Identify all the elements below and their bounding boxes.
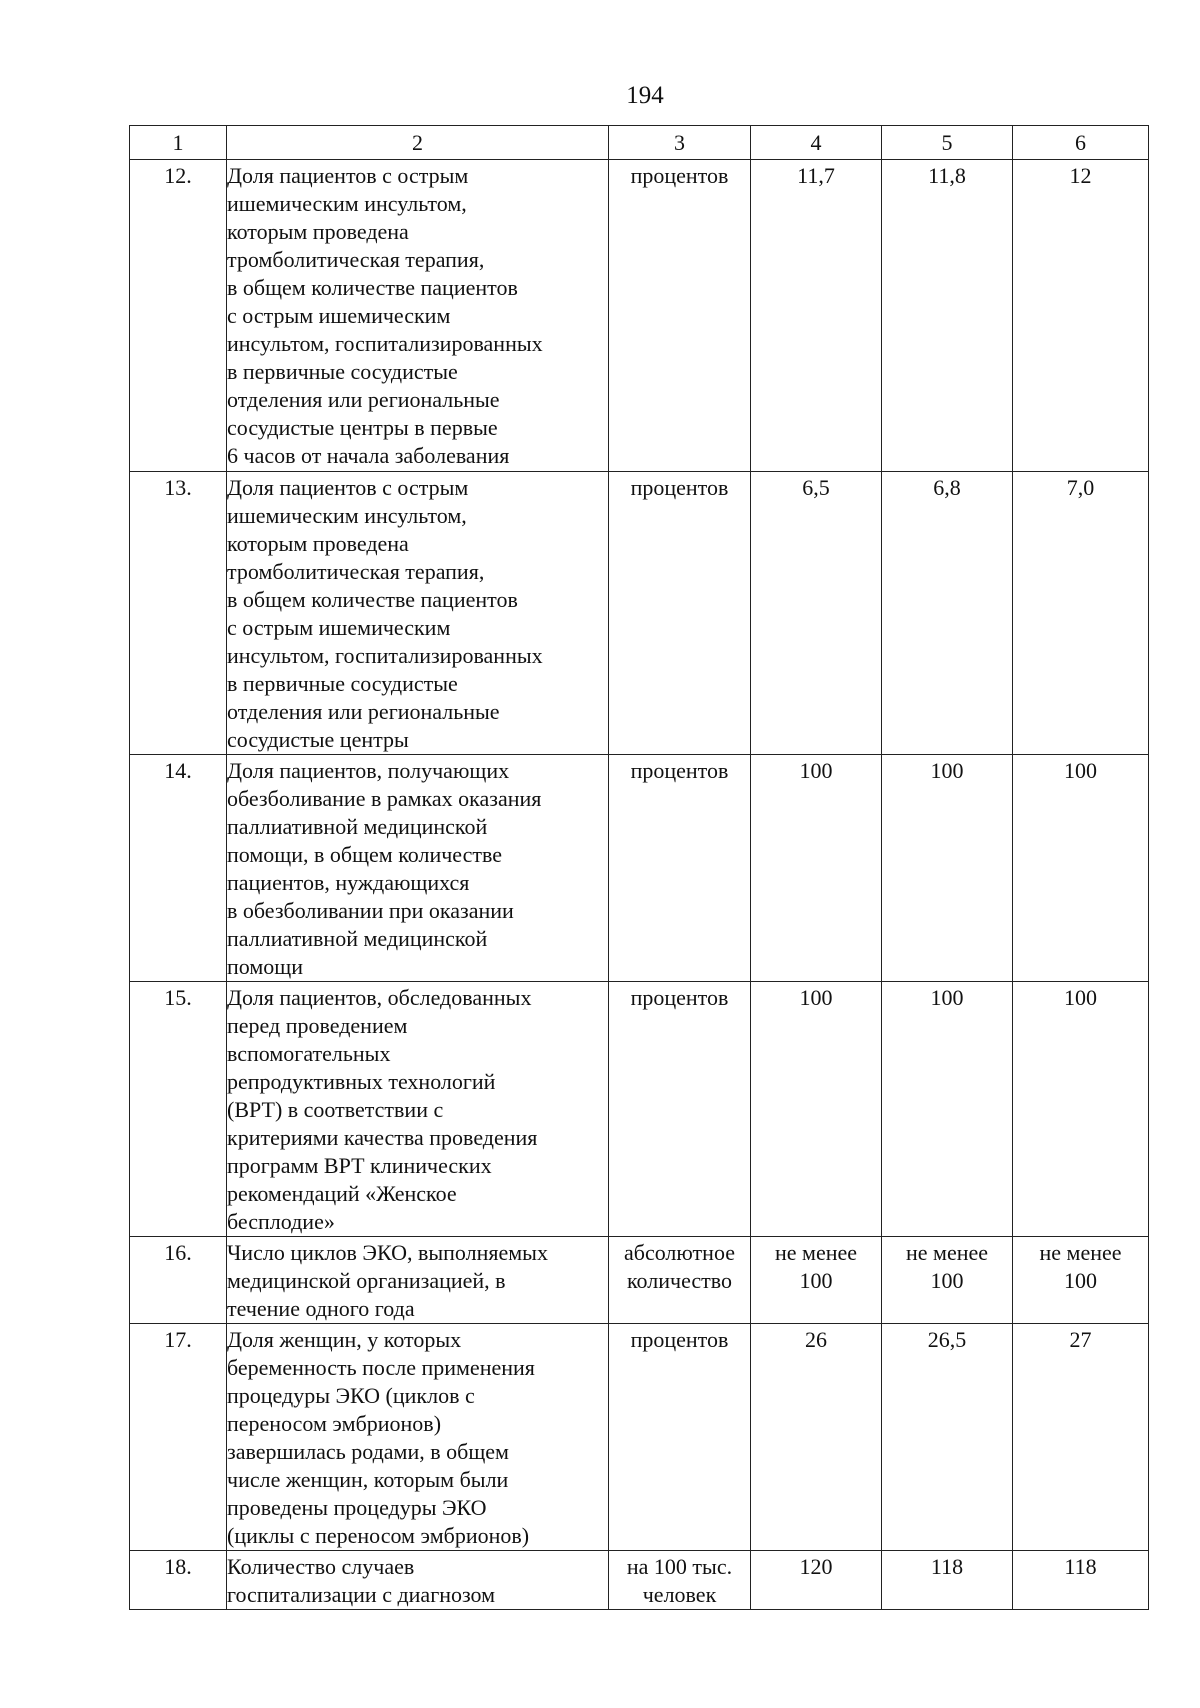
column-header-4: 4 [751,126,882,160]
value-col-6: не менее 100 [1039,1240,1122,1293]
table-row [130,472,1149,755]
value-col-6: 27 [1069,1327,1092,1352]
column-header-1: 1 [130,126,227,160]
indicator-name: Количество случаев госпитализации с диагнозом [227,1554,496,1607]
column-header-6: 6 [1013,126,1149,160]
value-col-4: 6,5 [802,475,830,500]
value-col-4: 120 [799,1554,833,1579]
unit-cell: процентов [630,985,729,1010]
unit-cell: на 100 тыс. человек [626,1554,733,1607]
value-col-4: не менее 100 [774,1240,858,1293]
value-col-6: 118 [1064,1554,1097,1579]
unit-cell: процентов [630,163,729,188]
value-col-6: 12 [1069,163,1092,188]
table-row [130,160,1149,472]
value-col-5: 100 [930,985,964,1010]
row-number: 13. [164,475,192,500]
value-col-6: 100 [1064,985,1097,1010]
value-col-5: 26,5 [927,1327,967,1352]
indicator-name: Доля пациентов с острым ишемическим инсультом, которым проведена тромболитическая терапия, в общем количестве пациентов с острым ишемическим инсультом, госпитализированных в первичные сосудистые отделения или региональные сосудистые центры [227,475,543,752]
page-number: 194 [626,82,664,109]
indicator-name: Доля пациентов, обследованных перед проведением вспомогательных репродуктивных технологий (ВРТ) в соответствии с критериями качества проведения программ ВРТ клинических рекомендаций «Женское бесплодие» [227,985,538,1234]
row-number: 14. [164,758,192,783]
value-col-5: 11,8 [928,163,966,188]
indicator-name: Доля пациентов, получающих обезболивание в рамках оказания паллиативной медицинской помощи, в общем количестве пациентов, нуждающихся в обезболивании при оказании паллиативной медицинской помощи [227,758,542,979]
indicator-name: Число циклов ЭКО, выполняемых медицинской организацией, в течение одного года [227,1240,548,1321]
row-number: 15. [164,985,192,1010]
unit-cell: процентов [630,475,729,500]
column-header-3: 3 [609,126,751,160]
unit-cell: абсолютное количество [624,1240,735,1293]
table-row [130,755,1149,982]
value-col-5: 6,8 [933,475,961,500]
row-number: 17. [164,1327,192,1352]
table-header-row [130,126,1149,160]
value-col-4: 11,7 [797,163,835,188]
row-number: 18. [164,1554,192,1579]
column-header-2: 2 [227,126,609,160]
indicator-name: Доля женщин, у которых беременность после применения процедуры ЭКО (циклов с переносом эмбрионов) завершилась родами, в общем числе женщин, которым были проведены процедуры ЭКО (циклы с переносом эмбрионов) [227,1327,535,1548]
unit-cell: процентов [630,758,729,783]
row-number: 12. [164,163,192,188]
value-col-4: 100 [799,985,833,1010]
value-col-5: 118 [930,1554,964,1579]
column-header-5: 5 [882,126,1013,160]
table-row [130,1237,1149,1324]
value-col-6: 100 [1064,758,1097,783]
unit-cell: процентов [630,1327,729,1352]
value-col-5: 100 [930,758,964,783]
value-col-4: 26 [805,1327,827,1352]
table-row [130,1551,1149,1610]
table-row [130,982,1149,1237]
value-col-5: не менее 100 [905,1240,989,1293]
indicator-name: Доля пациентов с острым ишемическим инсультом, которым проведена тромболитическая терапия, в общем количестве пациентов с острым ишемическим инсультом, госпитализированных в первичные сосудистые отделения или региональные сосудистые центры в первые 6 часов от начала заболевания [227,163,543,468]
row-number: 16. [164,1240,192,1265]
indicators-table [129,125,1149,1610]
value-col-6: 7,0 [1066,475,1095,500]
value-col-4: 100 [799,758,833,783]
table-row [130,1324,1149,1551]
